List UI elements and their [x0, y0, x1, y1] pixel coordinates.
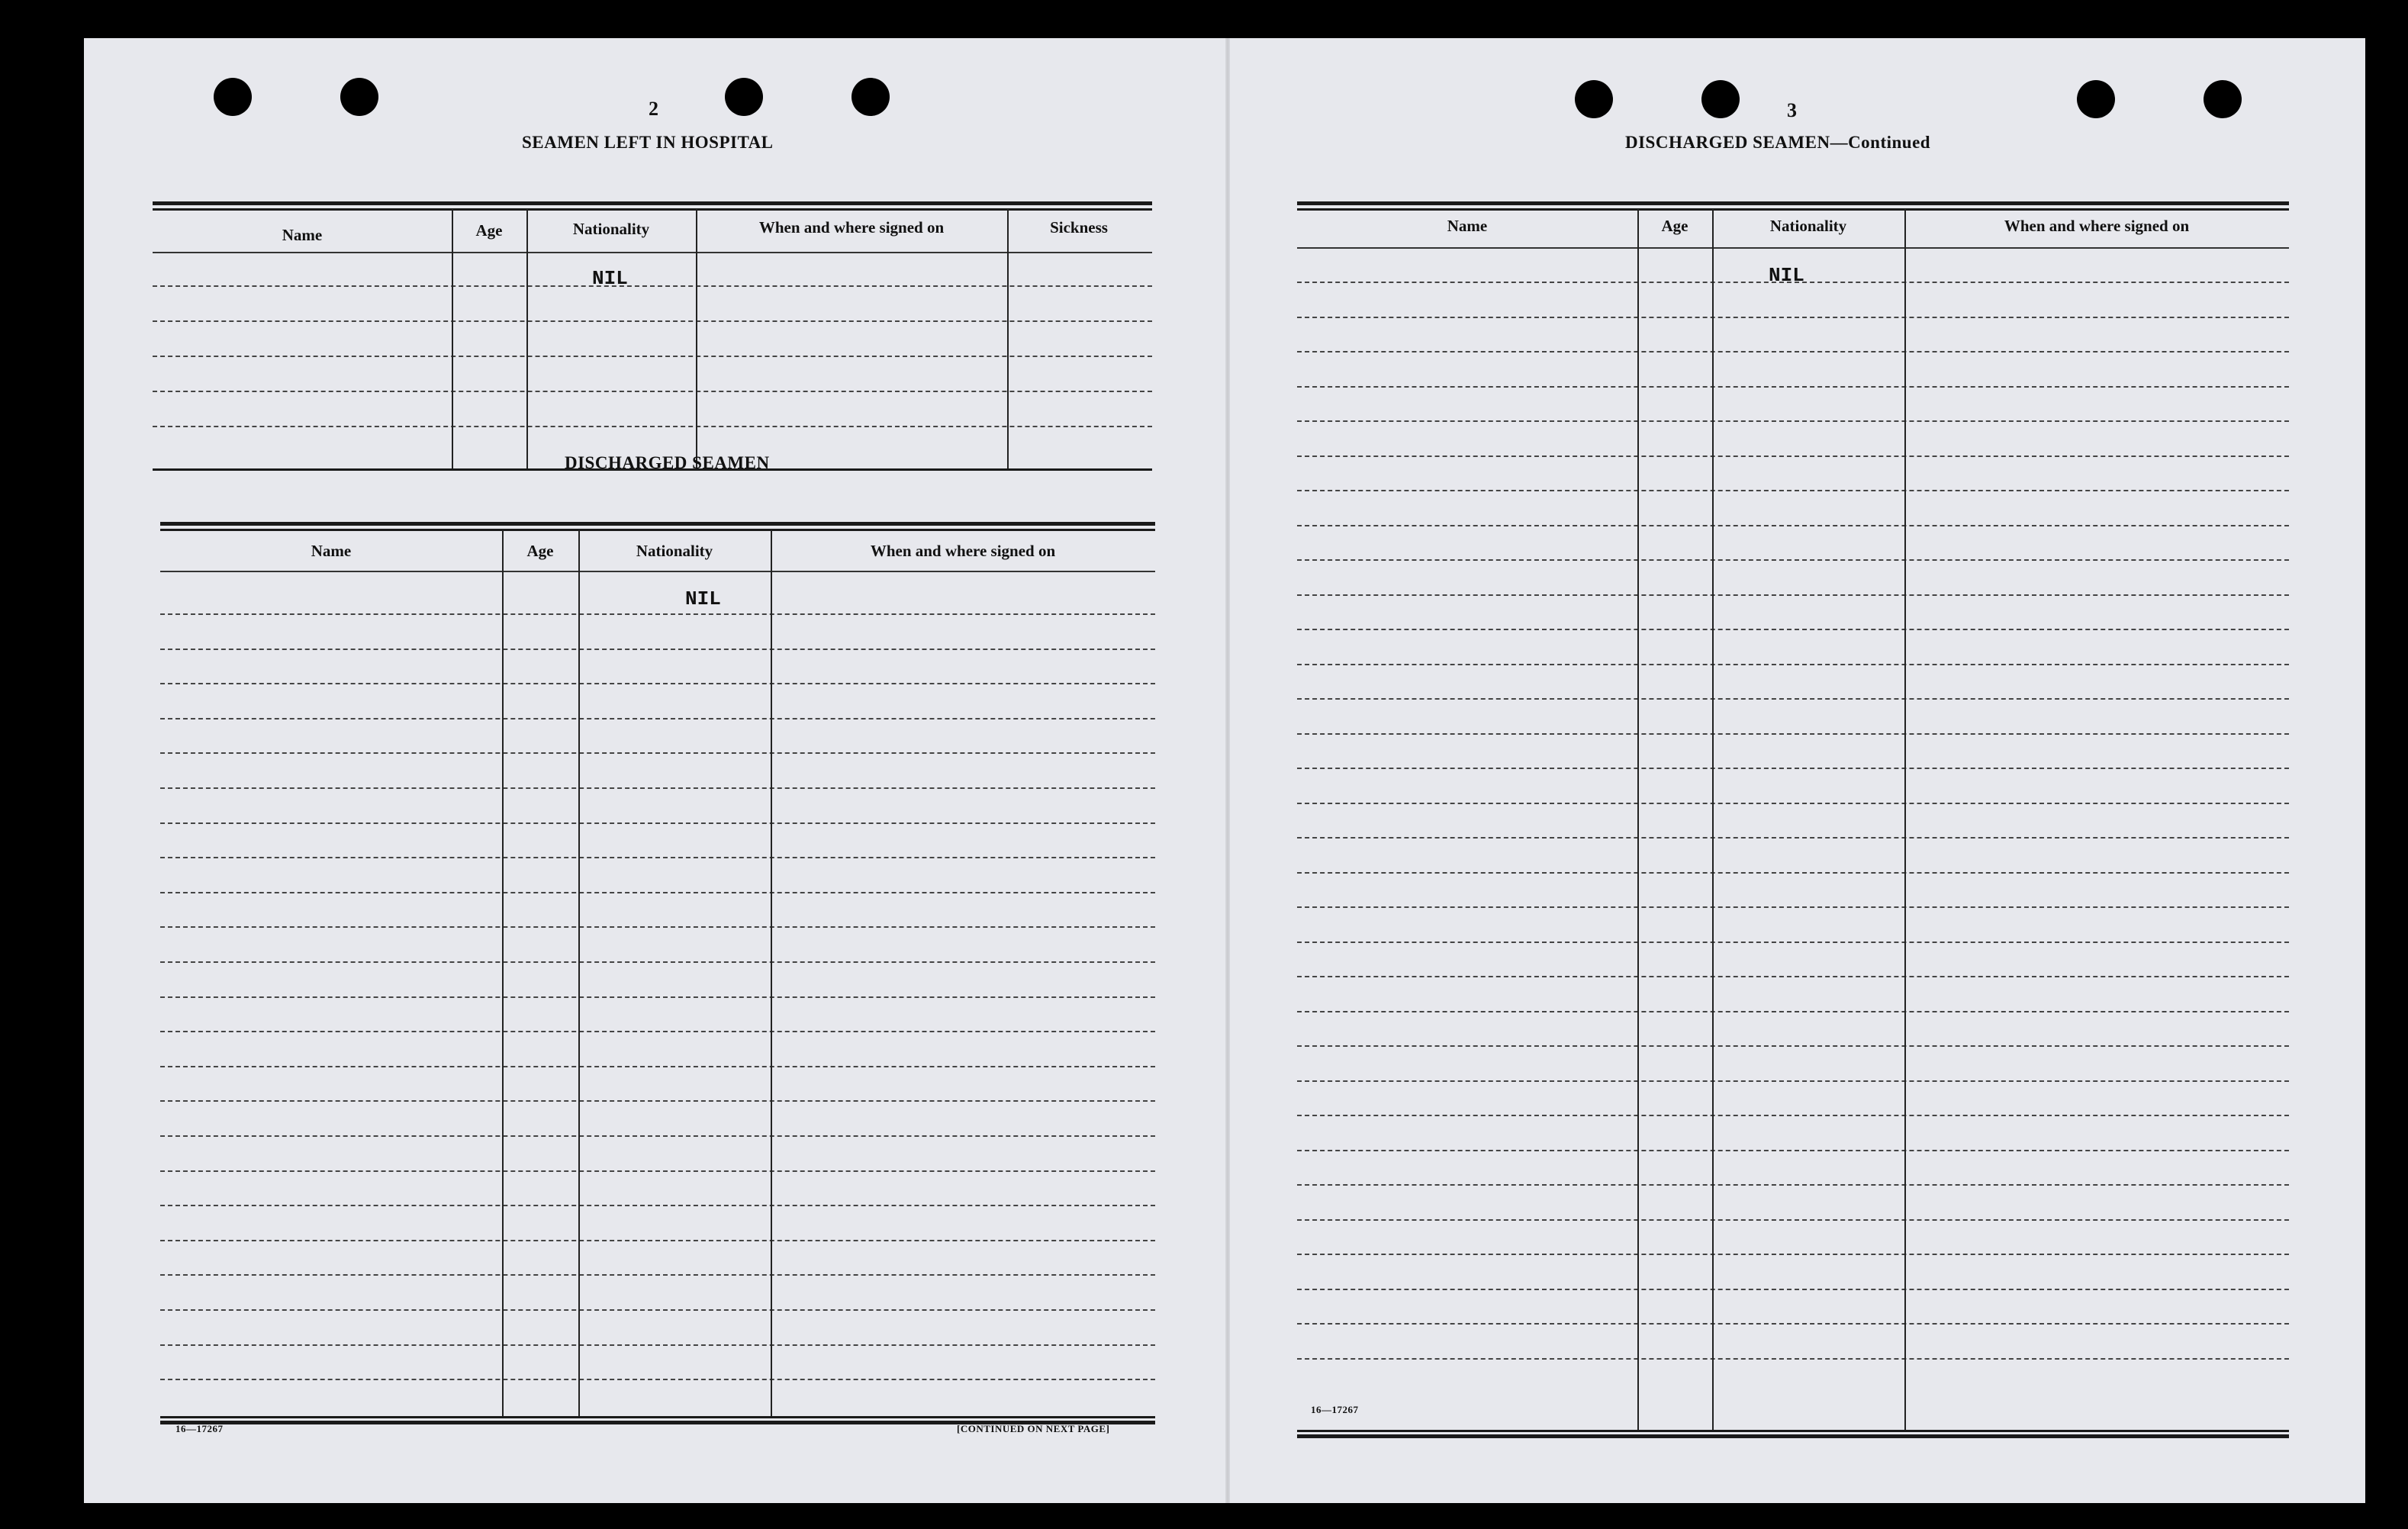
ruled-row-line — [160, 1100, 1155, 1102]
ruled-row-line — [1297, 837, 2289, 839]
page-number: 3 — [1787, 99, 1797, 121]
form-number: 16—17267 — [175, 1423, 224, 1434]
ruled-row-line — [153, 285, 1152, 287]
ruled-row-line — [160, 1274, 1155, 1276]
punch-hole — [340, 78, 378, 116]
hospital-table — [153, 163, 1160, 476]
ruled-row-line — [153, 426, 1152, 427]
ruled-row-line — [1297, 1358, 2289, 1360]
ruled-row-line — [160, 1031, 1155, 1032]
ruled-row-line — [160, 822, 1155, 824]
punch-hole — [1701, 80, 1740, 118]
ruled-row-line — [153, 391, 1152, 392]
punch-hole — [851, 78, 890, 116]
table-border-line — [1297, 247, 2289, 249]
col-header-signed-on: When and where signed on — [758, 218, 945, 237]
ruled-row-line — [1297, 906, 2289, 908]
table-border-line — [1297, 201, 2289, 205]
ruled-row-line — [1297, 733, 2289, 735]
ruled-row-line — [153, 356, 1152, 357]
ruled-row-line — [160, 1344, 1155, 1346]
ruled-row-line — [160, 1066, 1155, 1067]
ruled-row-line — [1297, 629, 2289, 630]
ruled-row-line — [160, 718, 1155, 719]
ruled-row-line — [1297, 1254, 2289, 1255]
ruled-row-line — [160, 1240, 1155, 1241]
table-border-line — [1297, 208, 2289, 211]
ruled-row-line — [160, 752, 1155, 754]
table-border-line — [160, 522, 1155, 526]
nil-entry: NIL — [592, 267, 628, 290]
ruled-row-line — [160, 787, 1155, 789]
nil-entry: NIL — [1769, 264, 1804, 287]
ruled-row-line — [160, 1205, 1155, 1206]
nil-entry: NIL — [685, 587, 721, 610]
col-header-name: Name — [1447, 217, 1488, 235]
table-border-line — [160, 1416, 1155, 1418]
ruled-row-line — [1297, 698, 2289, 700]
page-fold — [1225, 38, 1230, 1503]
ruled-row-line — [1297, 317, 2289, 318]
punch-hole — [1575, 80, 1613, 118]
column-divider — [502, 530, 504, 1416]
punch-hole — [725, 78, 763, 116]
ruled-row-line — [1297, 1323, 2289, 1325]
ruled-row-line — [160, 613, 1155, 615]
ruled-row-line — [1297, 803, 2289, 804]
section-title-discharged: DISCHARGED SEAMEN — [565, 453, 770, 472]
ruled-row-line — [1297, 1219, 2289, 1221]
document-sheet — [84, 38, 2365, 1503]
ruled-row-line — [160, 857, 1155, 858]
table-border-line — [160, 529, 1155, 531]
column-divider — [1007, 209, 1009, 468]
column-divider — [452, 209, 453, 468]
col-header-nationality: Nationality — [572, 220, 650, 238]
section-title-discharged-continued: DISCHARGED SEAMEN—Continued — [1625, 133, 1931, 152]
col-header-signed-on: When and where signed on — [870, 542, 1056, 560]
continued-note: [CONTINUED ON NEXT PAGE] — [957, 1423, 1110, 1434]
ruled-row-line — [1297, 282, 2289, 283]
ruled-row-line — [160, 996, 1155, 998]
ruled-row-line — [1297, 872, 2289, 874]
ruled-row-line — [1297, 1184, 2289, 1186]
ruled-row-line — [160, 683, 1155, 684]
column-divider — [1904, 209, 1906, 1430]
ruled-row-line — [1297, 976, 2289, 977]
table-border-line — [1297, 1434, 2289, 1438]
ruled-row-line — [1297, 768, 2289, 769]
section-title-hospital: SEAMEN LEFT IN HOSPITAL — [522, 133, 774, 152]
punch-hole — [2204, 80, 2242, 118]
table-border-line — [1297, 1430, 2289, 1432]
col-header-signed-on: When and where signed on — [2004, 217, 2190, 235]
table-border-line — [153, 201, 1152, 205]
ruled-row-line — [160, 961, 1155, 963]
ruled-row-line — [1297, 1045, 2289, 1047]
discharged-table — [160, 484, 1155, 1419]
ruled-row-line — [1297, 1115, 2289, 1116]
ruled-row-line — [160, 1309, 1155, 1311]
ruled-row-line — [1297, 525, 2289, 526]
column-divider — [771, 530, 772, 1416]
col-header-age: Age — [526, 542, 554, 560]
ruled-row-line — [160, 892, 1155, 893]
ruled-row-line — [1297, 1150, 2289, 1151]
ruled-row-line — [1297, 455, 2289, 457]
table-border-line — [153, 252, 1152, 253]
table-border-line — [153, 208, 1152, 211]
page-number: 2 — [649, 98, 658, 120]
column-divider — [1637, 209, 1639, 1430]
column-divider — [1712, 209, 1714, 1430]
column-divider — [578, 530, 580, 1416]
ruled-row-line — [1297, 490, 2289, 491]
col-header-sickness: Sickness — [1050, 218, 1108, 237]
ruled-row-line — [160, 1135, 1155, 1137]
ruled-row-line — [1297, 594, 2289, 596]
ruled-row-line — [1297, 1011, 2289, 1012]
col-header-age: Age — [1661, 217, 1688, 235]
form-number: 16—17267 — [1311, 1404, 1359, 1415]
ruled-row-line — [1297, 559, 2289, 561]
column-divider — [696, 209, 697, 468]
col-header-nationality: Nationality — [1769, 217, 1847, 235]
table-border-line — [160, 571, 1155, 572]
ruled-row-line — [160, 1170, 1155, 1172]
ruled-row-line — [1297, 664, 2289, 665]
column-divider — [526, 209, 528, 468]
ruled-row-line — [160, 1379, 1155, 1380]
ruled-row-line — [1297, 1289, 2289, 1290]
col-header-name: Name — [282, 226, 323, 244]
col-header-age: Age — [475, 221, 503, 240]
ruled-row-line — [1297, 386, 2289, 388]
col-header-nationality: Nationality — [636, 542, 713, 560]
ruled-row-line — [160, 649, 1155, 650]
ruled-row-line — [1297, 420, 2289, 422]
ruled-row-line — [1297, 942, 2289, 943]
punch-hole — [214, 78, 252, 116]
col-header-name: Name — [311, 542, 352, 560]
punch-hole — [2077, 80, 2115, 118]
ruled-row-line — [160, 926, 1155, 928]
ruled-row-line — [1297, 1080, 2289, 1082]
ruled-row-line — [153, 320, 1152, 322]
discharged-continued-table — [1297, 163, 2289, 1437]
ruled-row-line — [1297, 351, 2289, 352]
